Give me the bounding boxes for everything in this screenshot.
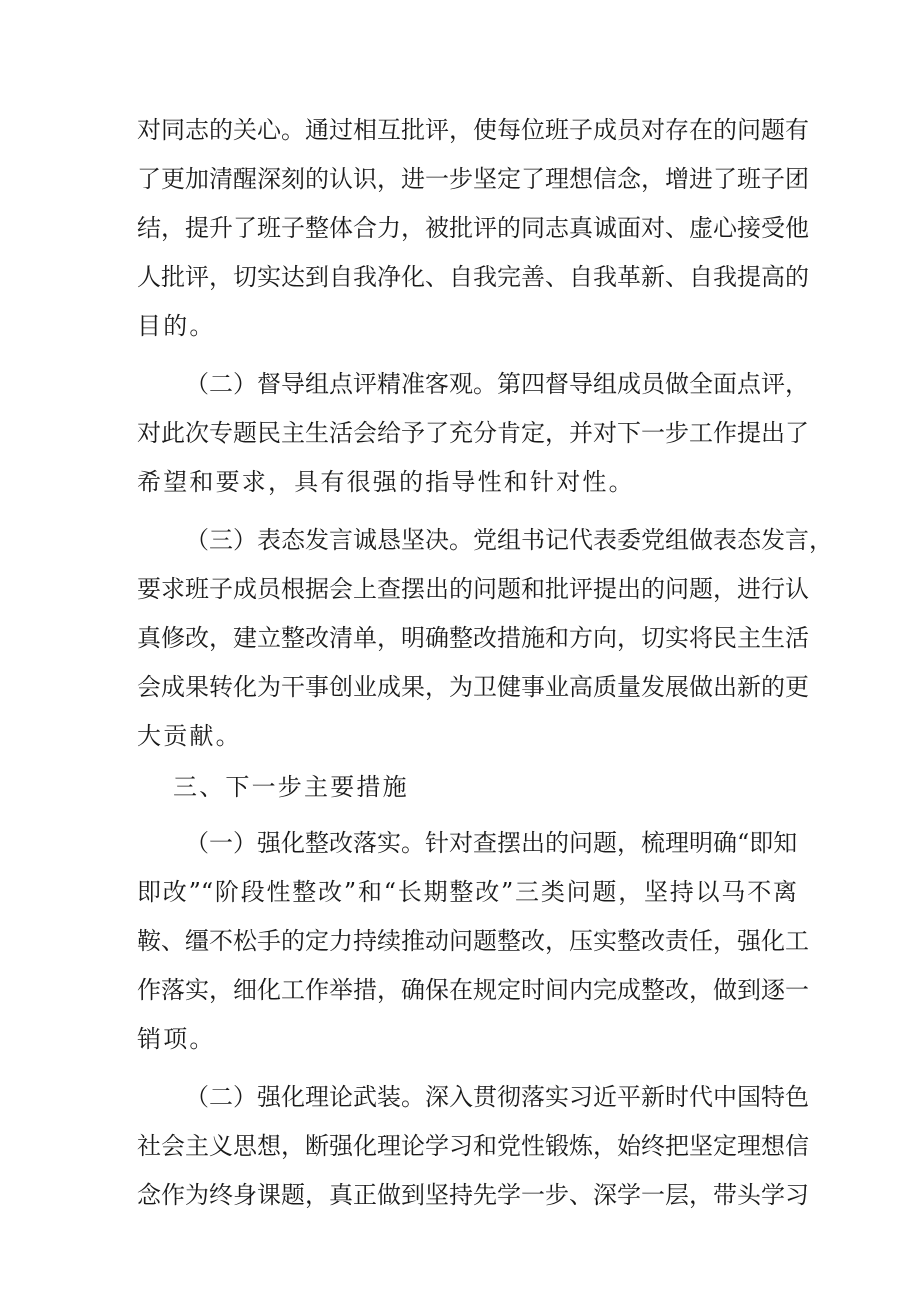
text-line: 目的。 xyxy=(137,312,216,340)
text-line: 了更加清醒深刻的认识，进一步坚定了理想信念，增进了班子团 xyxy=(137,165,809,193)
text-line: 即改”“阶段性整改”和“长期整改”三类问题，坚持以马不离 xyxy=(137,878,797,906)
text-line: 销项。 xyxy=(137,1025,216,1053)
text-line: 对同志的关心。通过相互批评，使每位班子成员对存在的问题有 xyxy=(137,116,809,144)
section-heading: 三、下一步主要措施 xyxy=(173,773,409,801)
text-line: 社会主义思想，断强化理论学习和党性锻炼，始终把坚定理想信 xyxy=(137,1132,809,1160)
text-line: （二）督导组点评精准客观。第四督导组成员做全面点评， xyxy=(185,370,809,398)
text-line: （二）强化理论武装。深入贯彻落实习近平新时代中国特色 xyxy=(185,1083,809,1111)
text-line: 作落实，细化工作举措，确保在规定时间内完成整改，做到逐一 xyxy=(137,976,809,1004)
text-line: 念作为终身课题，真正做到坚持先学一步、深学一层，带头学习 xyxy=(137,1181,809,1209)
text-line: （一）强化整改落实。针对查摆出的问题，梳理明确“即知 xyxy=(185,829,798,857)
text-line: 对此次专题民主生活会给予了充分肯定，并对下一步工作提出了 xyxy=(137,419,809,447)
text-line: 鞍、缰不松手的定力持续推动问题整改，压实整改责任，强化工 xyxy=(137,927,809,955)
text-line: 结，提升了班子整体合力，被批评的同志真诚面对、虚心接受他 xyxy=(137,214,809,242)
text-line: （三）表态发言诚恳坚决。党组书记代表委党组做表态发言， xyxy=(185,526,833,554)
text-line: 大贡献。 xyxy=(137,722,242,750)
text-line: 要求班子成员根据会上查摆出的问题和批评提出的问题，进行认 xyxy=(137,575,809,603)
text-line: 会成果转化为干事创业成果，为卫健事业高质量发展做出新的更 xyxy=(137,673,809,701)
text-line: 希望和要求，具有很强的指导性和针对性。 xyxy=(137,468,635,496)
text-line: 真修改，建立整改清单，明确整改措施和方向，切实将民主生活 xyxy=(137,624,809,652)
text-line: 人批评，切实达到自我净化、自我完善、自我革新、自我提高的 xyxy=(137,263,809,291)
